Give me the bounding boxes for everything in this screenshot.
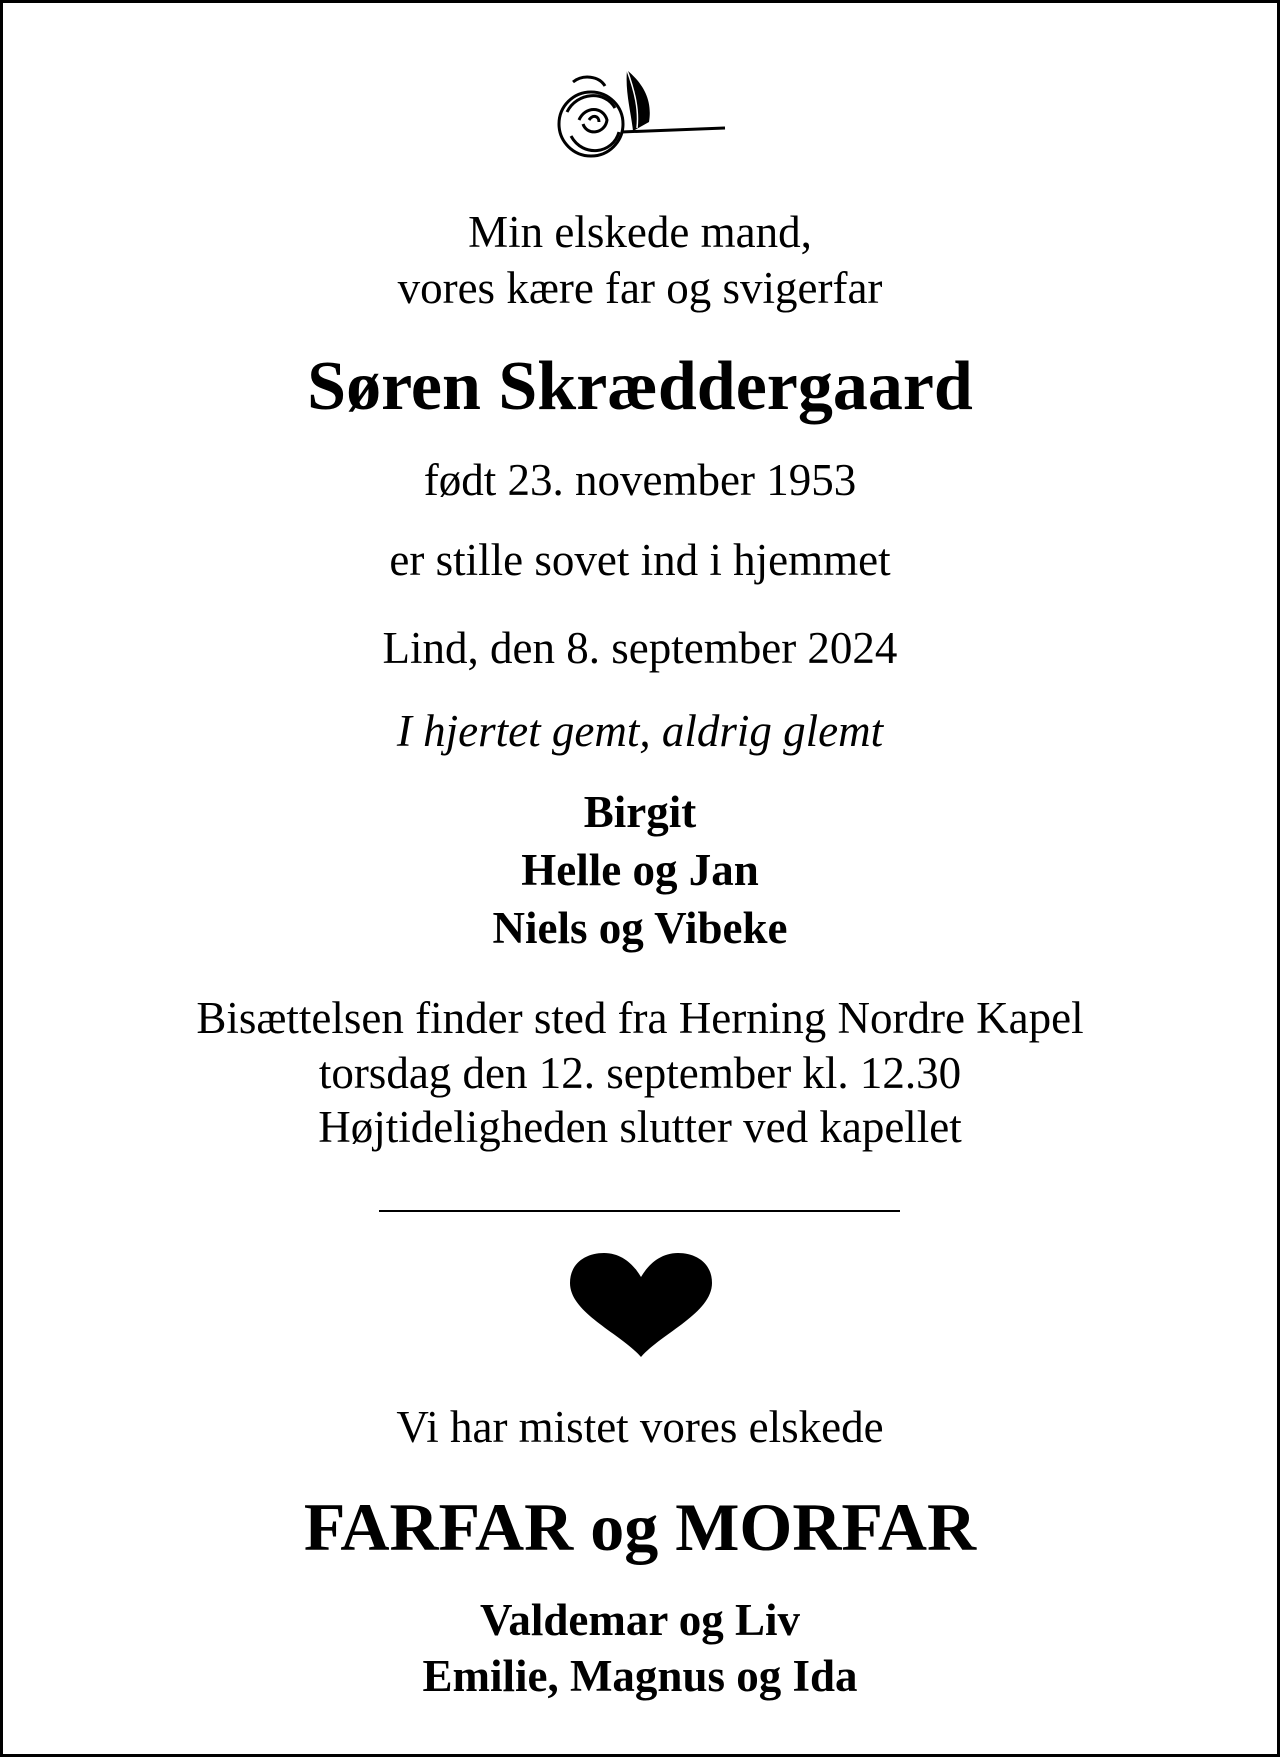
- place-date: Lind, den 8. september 2024: [382, 623, 898, 673]
- rose-icon: [553, 62, 728, 168]
- second-title: FARFAR og MORFAR: [303, 1489, 977, 1565]
- family-member: Helle og Jan: [521, 845, 759, 895]
- heart-icon: [570, 1253, 712, 1357]
- passing-text: er stille sovet ind i hjemmet: [389, 535, 891, 585]
- second-intro: Vi har mistet vores elskede: [396, 1402, 884, 1452]
- ceremony-line: torsdag den 12. september kl. 12.30: [318, 1048, 962, 1098]
- divider: [379, 1210, 900, 1212]
- ceremony-line: Bisættelsen finder sted fra Herning Nordre Kapel: [196, 993, 1084, 1043]
- ceremony-line: Højtideligheden slutter ved kapellet: [318, 1102, 962, 1152]
- deceased-name: Søren Skræddergaard: [307, 348, 973, 425]
- grandchildren-line: Valdemar og Liv: [479, 1595, 801, 1645]
- birth-date: født 23. november 1953: [423, 455, 857, 505]
- family-member: Birgit: [583, 787, 697, 837]
- motto: I hjertet gemt, aldrig glemt: [396, 706, 884, 756]
- grandchildren-line: Emilie, Magnus og Ida: [422, 1651, 858, 1701]
- family-member: Niels og Vibeke: [492, 903, 788, 953]
- intro-line: vores kære far og svigerfar: [397, 263, 883, 313]
- intro-line: Min elskede mand,: [468, 207, 812, 257]
